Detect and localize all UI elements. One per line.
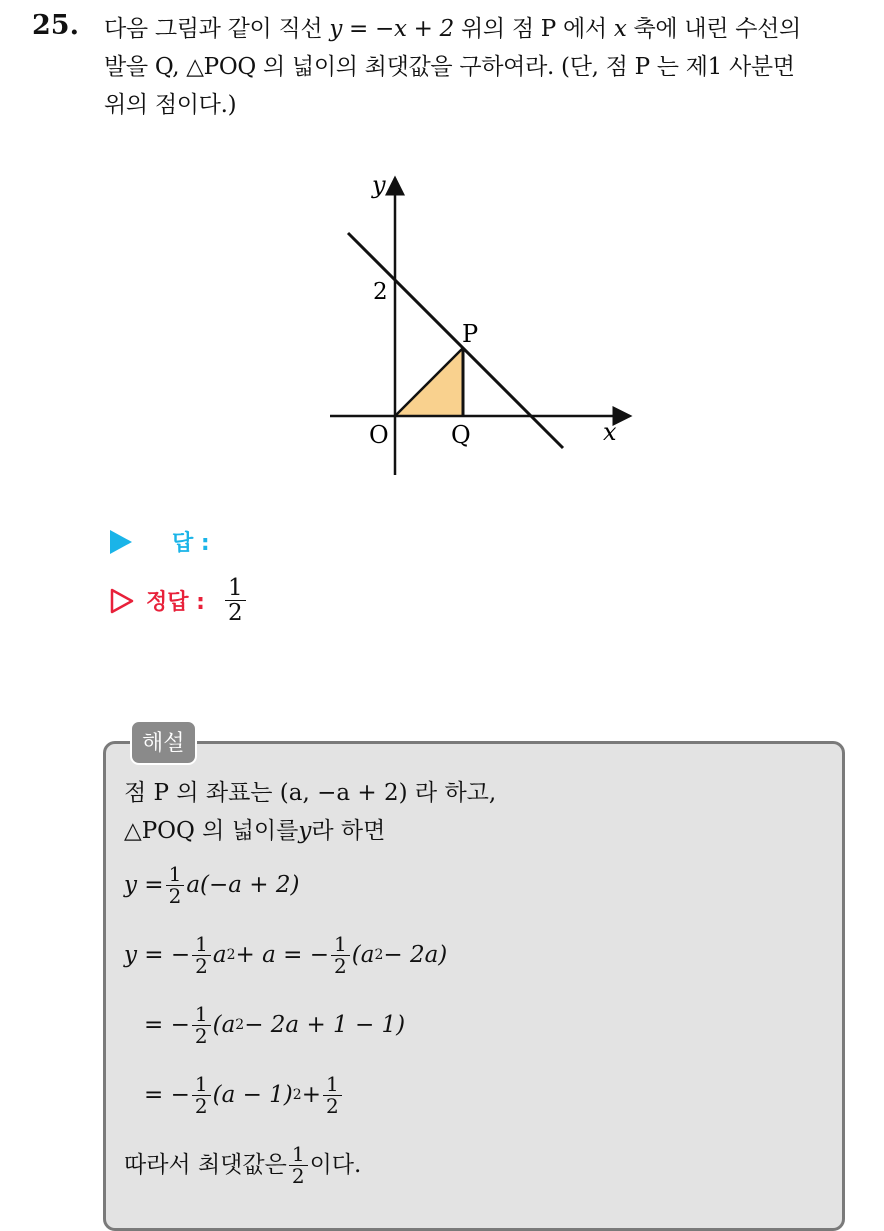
solution-line-1: 점 P 의 좌표는 (a, −a + 2) 라 하고, [124, 780, 497, 806]
solution-content [124, 774, 824, 1200]
solution-tab: 해설 [130, 720, 197, 765]
correct-answer-row [110, 576, 246, 625]
y-axis-label: y [372, 171, 386, 199]
outline-arrow-icon [110, 588, 134, 614]
origin-label: O [369, 421, 389, 449]
question-text [104, 10, 864, 124]
answer-label: 답 : [172, 531, 210, 556]
correct-answer-fraction: $\frac{1}{2}$ [225, 576, 246, 625]
equation-1: y = $\frac{1}{2}$ a(−a + 2) [124, 861, 300, 908]
tick-label-2: 2 [373, 279, 388, 305]
correct-answer-label: 정답 : [146, 590, 205, 616]
question-line-2: 발을 Q, △POQ 의 넓이의 최댓값을 구하여라. (단, 점 P 는 제1 사분면 [104, 54, 795, 80]
question-line-3: 위의 점이다.) [104, 92, 237, 118]
coordinate-figure [320, 165, 650, 485]
play-arrow-icon [110, 530, 132, 554]
question-line-1: 다음 그림과 같이 직선 y = −x + 2 위의 점 P 에서 x 축에 내린 수선의 [104, 16, 801, 42]
question-number: 25. [32, 10, 79, 41]
answer-row [110, 526, 210, 557]
equation-3: = − $\frac{1}{2}$ (a 2 − 2a + 1 − 1) [144, 1001, 406, 1048]
x-axis-label: x [603, 418, 617, 446]
equation-2: y = − $\frac{1}{2}$ a 2 + a = − $\frac{1}{2}$ (a 2 − 2a) [124, 931, 448, 978]
point-q-label: Q [451, 421, 471, 449]
solution-line-2: △POQ 의 넓이를 y 라 하면 [124, 818, 386, 844]
point-p-label: P [462, 320, 479, 348]
solution-conclusion: 따라서 최댓값은 $\frac{1}{2}$ 이다. [124, 1141, 362, 1188]
equation-4: = − $\frac{1}{2}$ (a − 1) 2 + $\frac{1}{2}$ [124, 1060, 824, 1130]
